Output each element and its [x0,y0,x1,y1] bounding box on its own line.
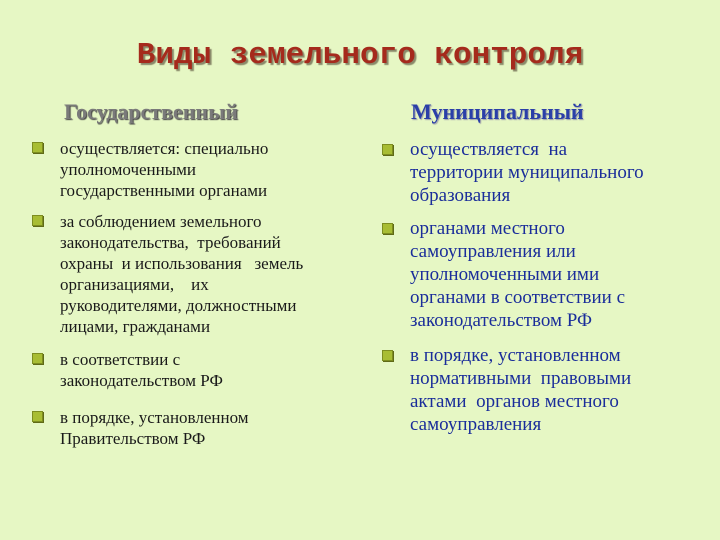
square-bullet-icon [382,144,393,155]
list-item-line: осуществляется на [410,139,568,160]
list-item [30,349,380,391]
list-item-line: за соблюдением земельного [60,212,262,231]
list-item-line: в порядке, установленном [60,408,249,427]
square-bullet-icon [32,411,43,422]
square-bullet-icon [32,142,43,153]
square-bullet-icon [382,350,393,361]
list-item-line: законодательством РФ [60,371,223,390]
list-item-line: нормативными правовыми [410,368,632,389]
list-item-line: законодательства, требований [60,233,281,252]
list-item-line: в соответствии с [60,350,181,369]
list-item-line: охраны и использования земель [60,254,304,273]
list-item [30,407,380,449]
list-item-line: образования [410,185,511,206]
slide-title: Виды земельного контроля [136,38,584,73]
square-bullet-icon [32,215,43,226]
list-item [380,344,705,436]
list-item-line: территории муниципального [410,162,644,183]
list-item [380,217,705,332]
list-item-line: законодательством РФ [410,310,593,331]
list-item-line: государственными органами [60,181,268,200]
state-control-list [30,138,380,449]
list-item-line: уполномоченными [60,160,197,179]
list-item-line: самоуправления [410,414,542,435]
list-item-line: уполномоченными ими [410,264,600,285]
municipal-control-heading: Муниципальный [411,99,584,124]
list-item [380,138,705,207]
list-item-line: осуществляется: специально [60,139,269,158]
list-item [30,138,380,201]
list-item-line: органами местного [410,218,565,239]
list-item-line: руководителями, должностными [60,296,297,315]
square-bullet-icon [382,223,393,234]
square-bullet-icon [32,353,43,364]
list-item-line: организациями, их [60,275,209,294]
list-item [30,211,380,337]
list-item-line: актами органов местного [410,391,619,412]
state-control-heading: Государственный [64,99,238,124]
list-item-line: органами в соответствии с [410,287,626,308]
list-item-line: Правительством РФ [60,429,206,448]
list-item-line: лицами, гражданами [60,317,211,336]
list-item-line: в порядке, установленном [410,345,621,366]
municipal-control-list [380,138,705,436]
list-item-line: самоуправления или [410,241,576,262]
